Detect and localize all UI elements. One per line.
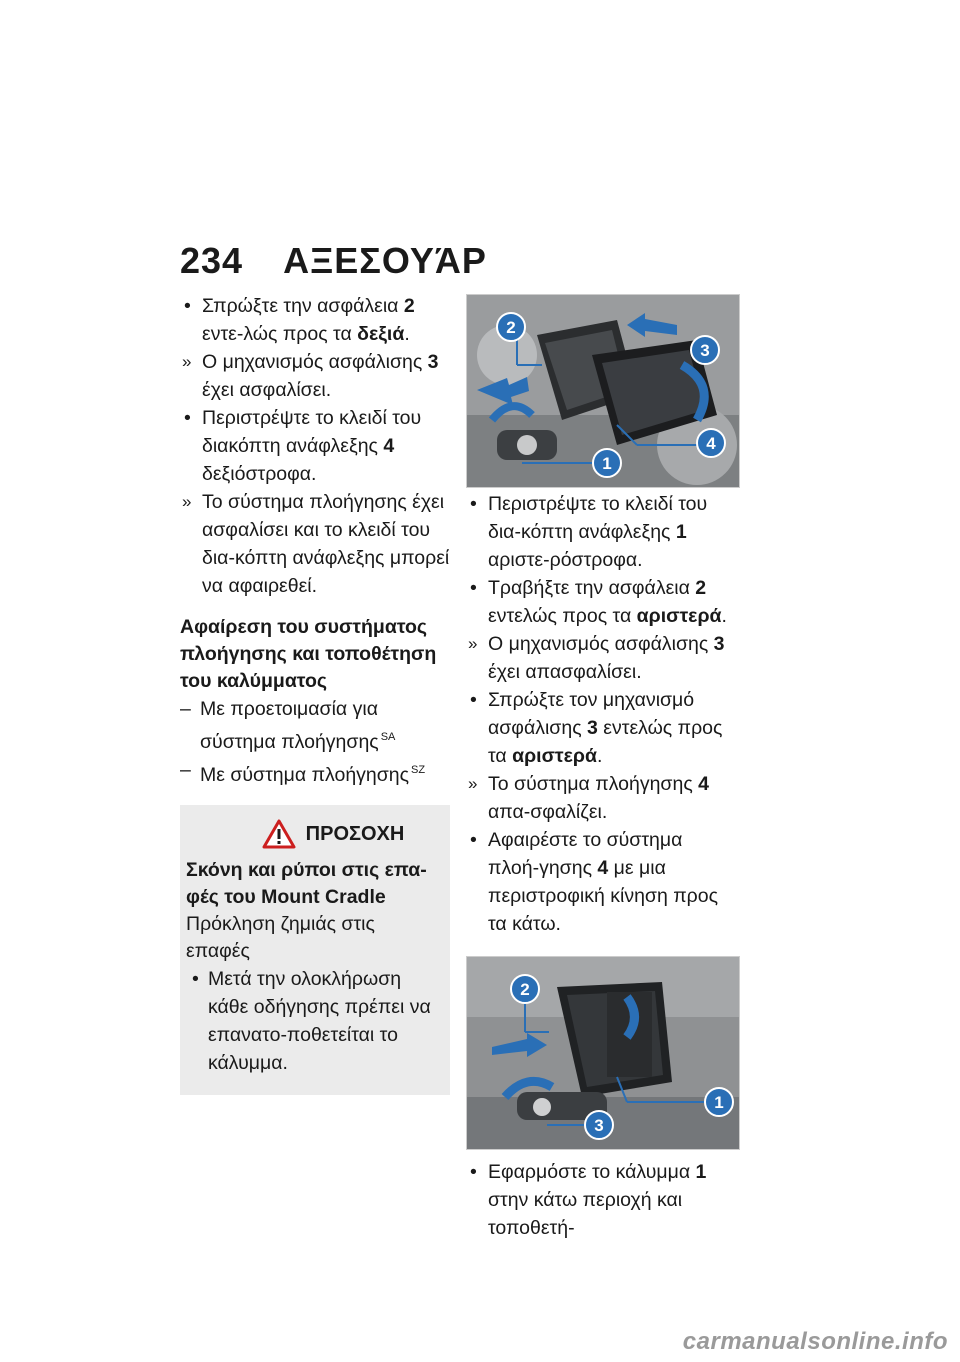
callout-4 — [697, 429, 725, 457]
instruction-step: • Σπρώξτε τον μηχανισμό ασφάλισης 3 εντελώς προς τα αριστερά. — [466, 686, 738, 770]
left-column — [180, 292, 450, 1095]
bullet-icon: • — [470, 493, 477, 515]
chapter-title: ΑΞΕΣΟΥΆΡ — [283, 240, 487, 281]
bullet-icon: • — [470, 577, 477, 599]
svg-text:2: 2 — [506, 318, 516, 337]
instruction-result: » Ο μηχανισμός ασφάλισης 3 έχει απασφαλίσει. — [466, 630, 738, 686]
callout-2 — [497, 313, 525, 341]
svg-text:1: 1 — [602, 454, 612, 473]
instruction-result: » Το σύστημα πλοήγησης έχει ασφαλίσει και το κλειδί του δια-κόπτη ανάφλεξης μπορεί να αφαιρεθεί. — [180, 488, 450, 600]
instruction-result: » Το σύστημα πλοήγησης 4 απα-σφαλίζει. — [466, 770, 738, 826]
callout-2 — [511, 975, 539, 1003]
instruction-step: • Αφαιρέστε το σύστημα πλοή-γησης 4 με μια περιστροφική κίνηση προς τα κάτω. — [466, 826, 738, 938]
bullet-icon: • — [470, 1161, 477, 1183]
bullet-icon: • — [192, 968, 199, 990]
watermark: carmanualsonline.info — [682, 1328, 948, 1355]
warning-box — [180, 805, 450, 1095]
warning-header — [226, 819, 440, 849]
result-arrow-icon: » — [182, 492, 192, 511]
warning-title: Σκόνη και ρύποι στις επα-φές του Mount Cradle — [186, 859, 427, 908]
condition-item: – Με σύστημα πλοήγησης $^{SZ}$ — [180, 759, 426, 786]
bullet-icon: • — [184, 295, 191, 317]
section-heading: Αφαίρεση του συστήματος πλοήγησης και τοποθέτηση του καλύμματος — [180, 616, 437, 692]
svg-text:3: 3 — [594, 1116, 604, 1135]
callout-1 — [593, 449, 621, 477]
bullet-icon: • — [470, 689, 477, 711]
figure-illustration — [467, 295, 739, 487]
instruction-step: • Περιστρέψτε το κλειδί του διακόπτη ανάφλεξης 4 δεξιόστροφα. — [180, 404, 450, 488]
instruction-step: • Τραβήξτε την ασφάλεια 2 εντελώς προς τα αριστερά. — [466, 574, 738, 630]
figure-nav-mount-removal — [466, 294, 740, 488]
condition-item: – Με προετοιμασία για σύστημα πλοήγησης $^{SA}$ — [180, 698, 396, 753]
callout-1 — [705, 1088, 733, 1116]
instruction-step: • Περιστρέψτε το κλειδί του δια-κόπτη ανάφλεξης 1 αριστε-ρόστροφα. — [466, 490, 738, 574]
instruction-result: » Ο μηχανισμός ασφάλισης 3 έχει ασφαλίσει. — [180, 348, 450, 404]
bullet-icon: • — [470, 829, 477, 851]
callout-3 — [691, 336, 719, 364]
result-arrow-icon: » — [182, 352, 192, 371]
warning-subtitle: Πρόκληση ζημιάς στις επαφές — [186, 913, 375, 962]
warning-triangle-icon — [262, 819, 296, 849]
result-arrow-icon: » — [468, 774, 478, 793]
svg-text:1: 1 — [714, 1093, 724, 1112]
instruction-step: • Εφαρμόστε το κάλυμμα 1 στην κάτω περιοχή και τοποθετή- — [466, 1158, 738, 1242]
svg-text:3: 3 — [700, 341, 710, 360]
figure-illustration — [467, 957, 739, 1149]
svg-text:2: 2 — [520, 980, 530, 999]
warning-bullet: • Μετά την ολοκλήρωση κάθε οδήγησης πρέπει να επανατο-ποθετείται το κάλυμμα. — [186, 965, 440, 1077]
figure-cover-install — [466, 956, 740, 1150]
right-column — [466, 294, 738, 1242]
page-header — [180, 240, 487, 282]
instruction-step: • Σπρώξτε την ασφάλεια 2 εντε-λώς προς τα δεξιά. — [180, 292, 450, 348]
result-arrow-icon: » — [468, 634, 478, 653]
svg-text:4: 4 — [706, 434, 716, 453]
bullet-icon: • — [184, 407, 191, 429]
callout-3 — [585, 1111, 613, 1139]
page-number: 234 — [180, 240, 244, 281]
warning-label: ΠΡΟΣΟΧΗ — [305, 823, 405, 845]
